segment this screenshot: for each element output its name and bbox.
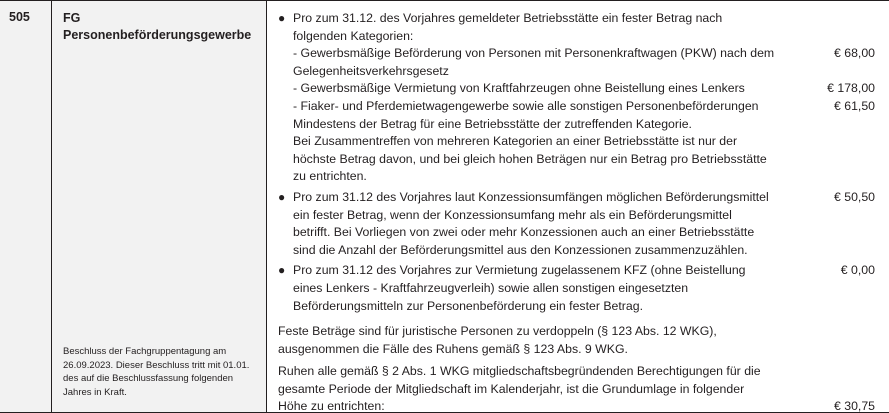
column-number bbox=[0, 1, 52, 412]
line-text: Höhe zu entrichten: bbox=[278, 399, 385, 413]
text-line bbox=[293, 116, 883, 134]
text-line bbox=[293, 298, 883, 316]
text-line bbox=[293, 133, 883, 151]
column-body bbox=[267, 1, 889, 412]
text-line bbox=[278, 341, 883, 359]
text-line bbox=[293, 151, 883, 169]
line-amount: € 0,00 bbox=[840, 263, 875, 278]
bullet-icon: ● bbox=[278, 11, 286, 25]
bullet-vermietung-kfz bbox=[278, 262, 883, 315]
line-amount: € 61,50 bbox=[833, 98, 875, 113]
line-text: Gelegenheitsverkehrsgesetz bbox=[293, 63, 449, 78]
column-group-name bbox=[52, 1, 267, 412]
text-line bbox=[278, 363, 883, 381]
text-line bbox=[293, 262, 883, 280]
line-text: folgenden Kategorien: bbox=[293, 28, 414, 43]
line-text: Beförderungsmitteln zur Personenbeförderung ein fester Betrag. bbox=[293, 298, 643, 313]
text-line bbox=[293, 80, 883, 98]
text-line bbox=[278, 323, 883, 341]
line-amount: € 50,50 bbox=[833, 189, 875, 204]
text-line bbox=[293, 280, 883, 298]
paragraph-juristische-personen bbox=[278, 323, 883, 358]
text-line bbox=[278, 398, 883, 413]
text-line bbox=[278, 381, 883, 399]
line-text: Ruhen alle gemäß § 2 Abs. 1 WKG mitgliedschaftsbegründenden Berechtigungen für die bbox=[278, 364, 761, 379]
group-title: Personenbeförderungsgewerbe bbox=[63, 28, 252, 42]
text-line bbox=[293, 168, 883, 186]
row-number: 505 bbox=[9, 10, 30, 24]
line-text: Bei Zusammentreffen von mehreren Kategorien an einer Betriebsstätte ist nur der bbox=[293, 134, 738, 149]
line-text: betrifft. Bei Vorliegen von zwei oder mehr Konzessionen auch an einer Betriebsstätte bbox=[293, 225, 755, 240]
bullet-text-block bbox=[293, 10, 883, 186]
line-amount: € 30,75 bbox=[833, 399, 875, 413]
text-line bbox=[293, 189, 883, 207]
paragraph-ruhen bbox=[278, 363, 883, 413]
text-line bbox=[293, 28, 883, 46]
line-text: Pro zum 31.12. des Vorjahres gemeldeter Betriebsstätte ein fester Betrag nach bbox=[293, 11, 723, 25]
line-text: höchste Betrag davon, und bei gleich hohen Beträgen nur ein Betrag pro Betriebsstätte bbox=[293, 151, 767, 166]
text-line bbox=[293, 224, 883, 242]
text-line bbox=[293, 63, 883, 81]
bullet-icon: ● bbox=[278, 189, 286, 204]
line-text: sind die Anzahl der Beförderungsmittel aus den Konzessionen zusammenzuzählen. bbox=[293, 242, 748, 257]
line-text: Feste Beträge sind für juristische Personen zu verdoppeln (§ 123 Abs. 12 WKG), bbox=[278, 324, 717, 339]
line-text: - Fiaker- und Pferdemietwagengewerbe sowie alle sonstigen Personenbeförderungen bbox=[293, 98, 759, 113]
text-line bbox=[293, 242, 883, 260]
resolution-footnote: Beschluss der Fachgruppentagung am 26.09.2023. Dieser Beschluss tritt mit 01.01. des auf die Beschlussfassung folgenden Jahres in Kraft. bbox=[63, 346, 250, 398]
body-content bbox=[267, 10, 889, 413]
line-text: eines Lenkers - Kraftfahrzeugverleih) sowie allen sonstigen eingesetzten bbox=[293, 280, 689, 295]
group-abbreviation: FG bbox=[63, 11, 81, 25]
line-text: ein fester Betrag, wenn der Konzessionsumfang mehr als ein Beförderungsmittel bbox=[293, 207, 732, 222]
line-text: - Gewerbsmäßige Beförderung von Personen mit Personenkraftwagen (PKW) nach dem bbox=[293, 46, 775, 61]
line-text: zu entrichten. bbox=[293, 169, 367, 184]
line-text: Pro zum 31.12 des Vorjahres zur Vermietung zugelassenem KFZ (ohne Beistellung bbox=[293, 263, 746, 278]
bullet-konzessionsumfang bbox=[278, 189, 883, 259]
line-amount: € 178,00 bbox=[827, 81, 875, 96]
bullet-icon: ● bbox=[278, 263, 286, 278]
bullet-text-block bbox=[293, 189, 883, 259]
text-line bbox=[293, 207, 883, 225]
text-line bbox=[293, 10, 883, 28]
line-amount: € 68,00 bbox=[833, 46, 875, 61]
line-text: - Gewerbsmäßige Vermietung von Kraftfahrzeugen ohne Beistellung eines Lenkers bbox=[293, 81, 745, 96]
line-text: gesamte Periode der Mitgliedschaft im Kalenderjahr, ist die Grundumlage in folgender bbox=[278, 381, 745, 396]
line-text: Mindestens der Betrag für eine Betriebsstätte der zutreffenden Kategorie. bbox=[293, 116, 692, 131]
text-line bbox=[293, 98, 883, 116]
bullet-text-block bbox=[293, 262, 883, 315]
line-text: ausgenommen die Fälle des Ruhens gemäß § 123 Abs. 9 WKG. bbox=[278, 341, 628, 356]
bullet-betriebsstaette bbox=[278, 10, 883, 186]
text-line bbox=[293, 45, 883, 63]
line-text: Pro zum 31.12 des Vorjahres laut Konzessionsumfängen möglichen Beförderungsmittel bbox=[293, 189, 769, 204]
